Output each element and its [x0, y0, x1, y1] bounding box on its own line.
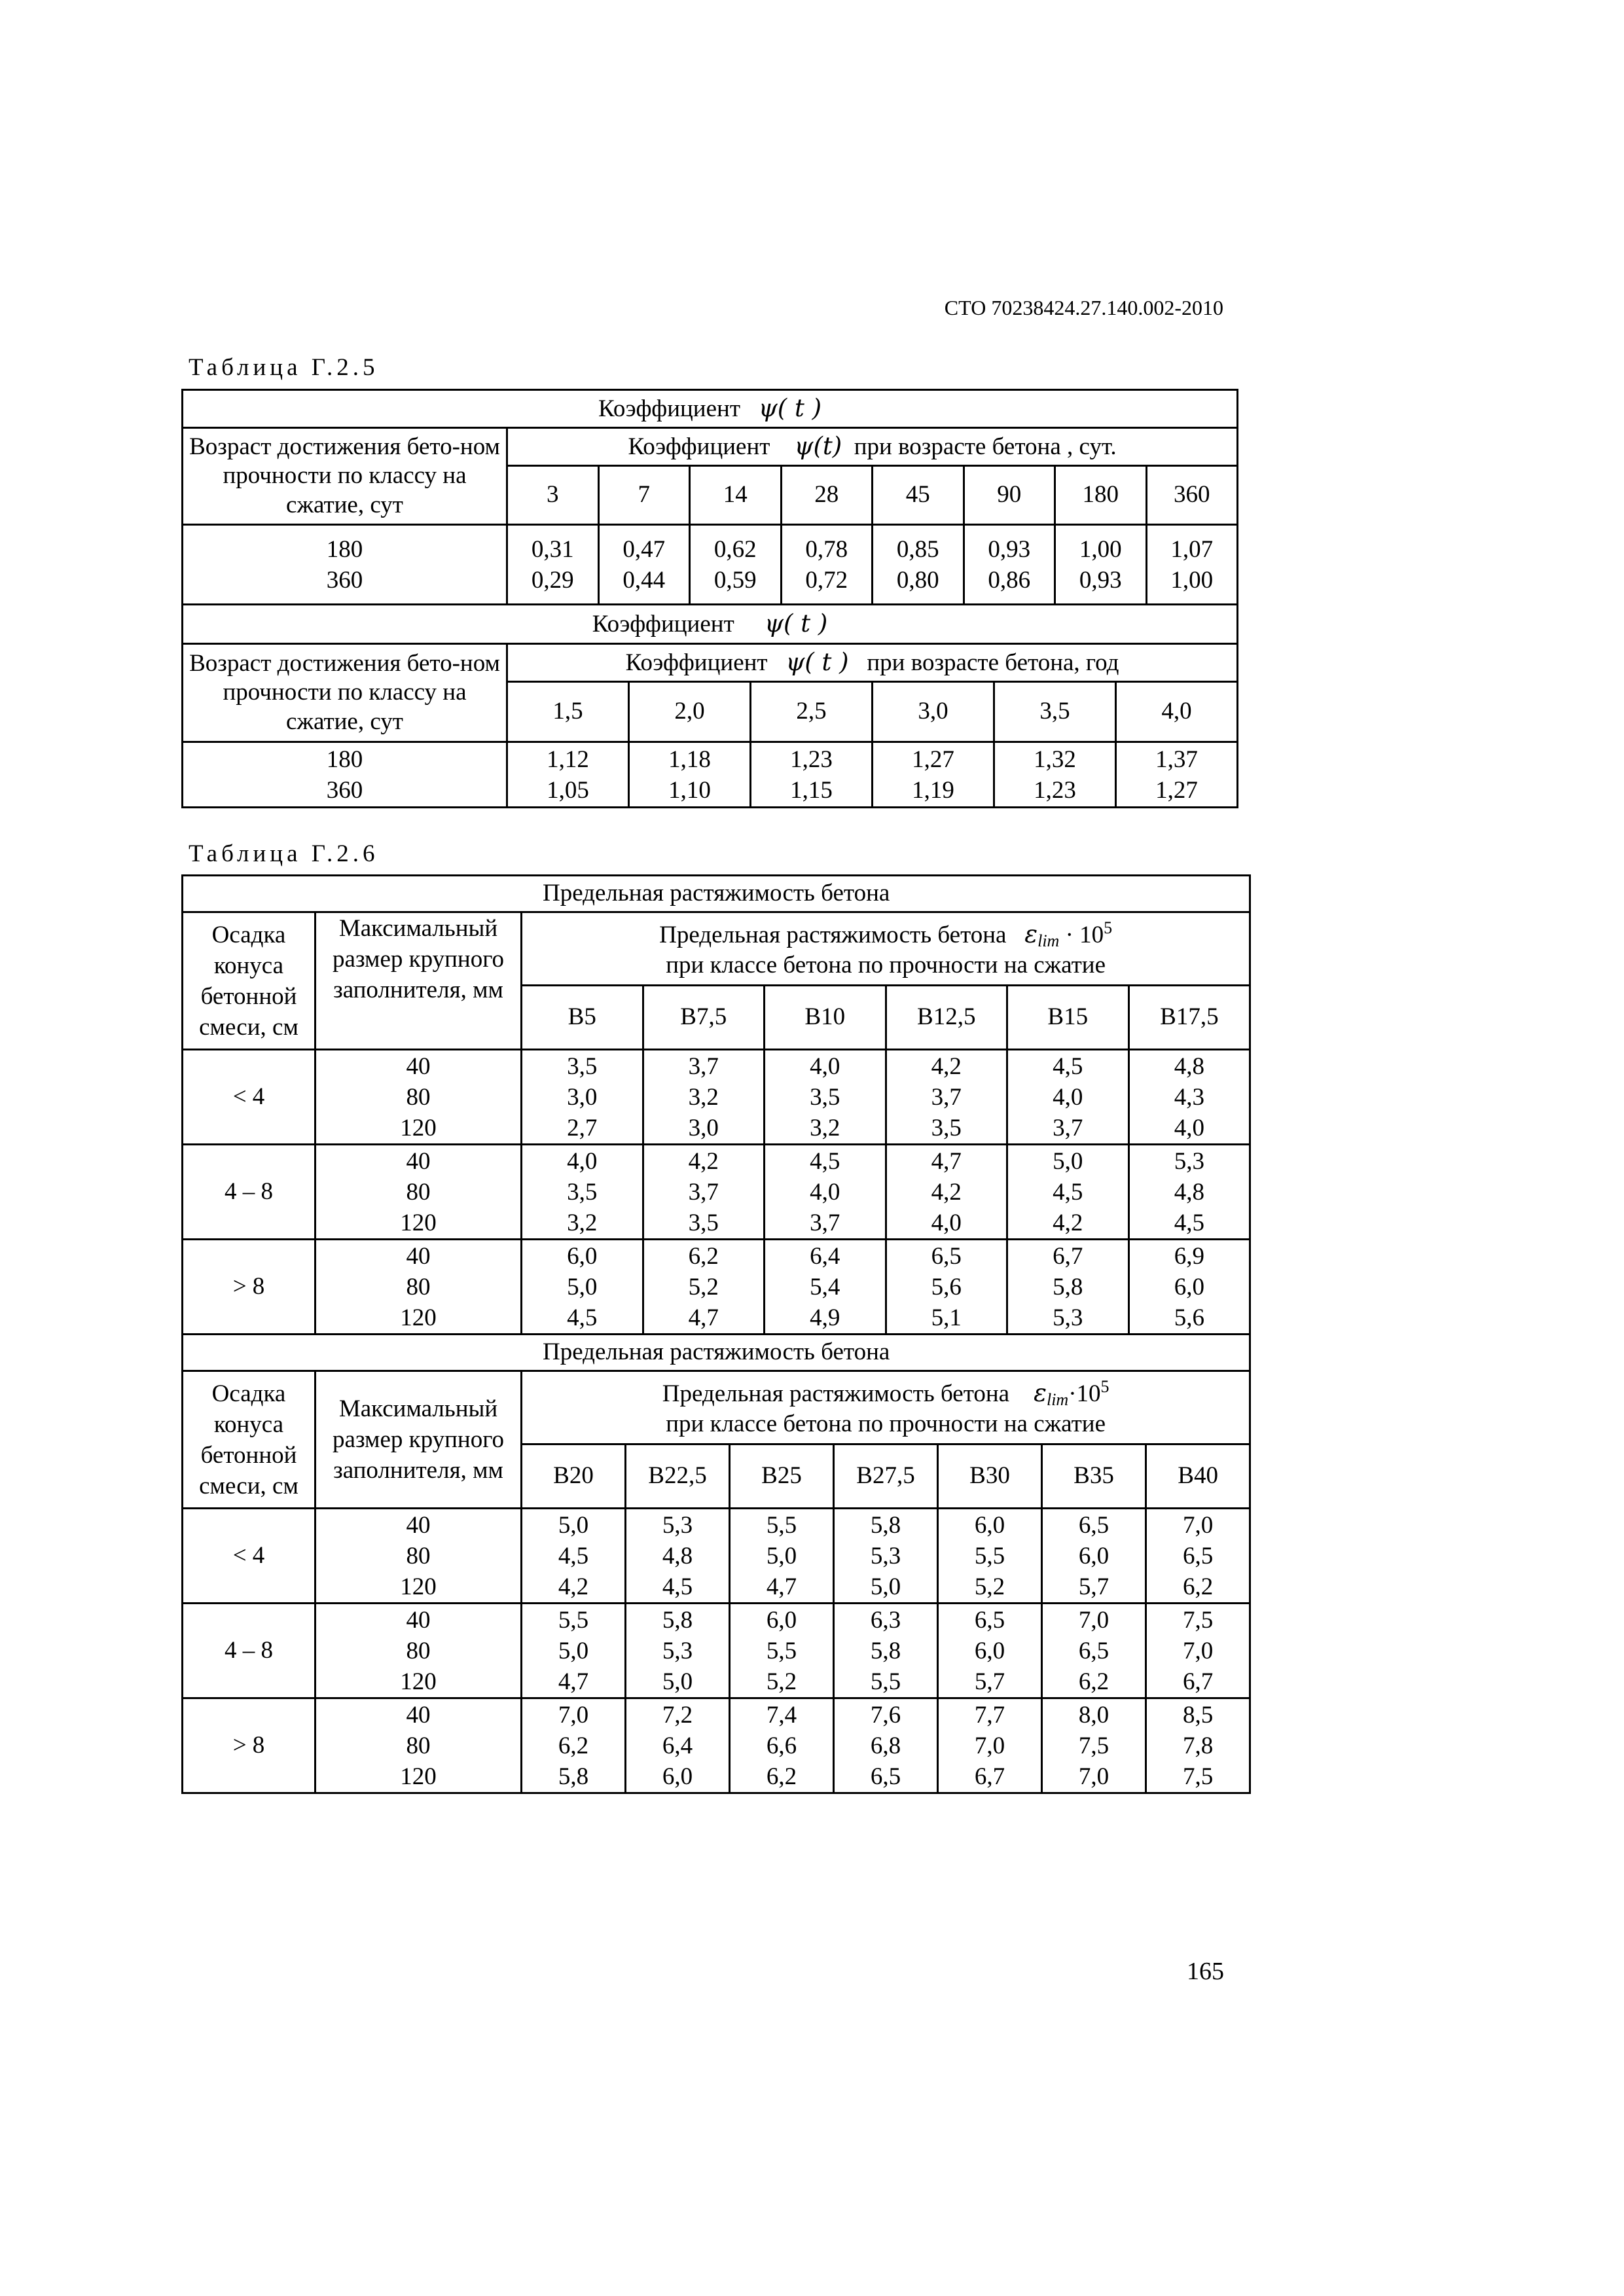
table-g26-value: 5,3: [870, 1542, 901, 1570]
table-g26-value: 5,0: [558, 1511, 589, 1539]
table-g25-value: 0,93: [1079, 566, 1122, 594]
table-g25-value: 1,37: [1155, 745, 1198, 773]
table-g26-value: 7,7: [974, 1701, 1005, 1729]
table-g26-value: 4,9: [810, 1304, 840, 1331]
table-g25-part1-value-cell: [873, 525, 964, 605]
table-g25-part1-row-header: Возраст достижения бето-ном прочности по классу на сжатие, сут: [183, 428, 507, 525]
table-g26-value-cell: [643, 1145, 765, 1240]
table-g25-part1-value-cell: [964, 525, 1055, 605]
table-g25-value: 0,78: [805, 535, 848, 563]
table-g26-part2-class-header: B20: [522, 1444, 626, 1509]
table-g26-value-cell: [1128, 1050, 1250, 1145]
table-g26-value: 7,5: [1078, 1732, 1110, 1759]
table-g26-value: 4,0: [567, 1147, 598, 1175]
table-g26-value-cell: [643, 1050, 765, 1145]
table-g26-value: 6,0: [662, 1763, 693, 1790]
table-g25-value: 1,23: [790, 745, 833, 773]
table-g26-part2-slump-header: Осадка конуса бетонной смеси, см: [183, 1371, 316, 1509]
table-g26-aggregate-value: 120: [400, 1763, 437, 1790]
table-g26-value: 6,7: [1053, 1242, 1083, 1270]
table-g26-part1-class-header: B12,5: [886, 986, 1007, 1050]
table-g25-part1-column-header: 3: [507, 466, 599, 525]
table-g26-value: 6,5: [974, 1606, 1005, 1634]
table-g26-value: 5,8: [870, 1637, 901, 1664]
table-g26-part2-class-header: B40: [1146, 1444, 1250, 1509]
table-g26-value: 4,5: [810, 1147, 840, 1175]
table-g25: [181, 389, 1238, 808]
table-g26-part1-class-header: B17,5: [1128, 986, 1250, 1050]
table-g26-value: 6,4: [662, 1732, 693, 1759]
table-g26-value-cell: [626, 1604, 730, 1698]
table-g26-value: 6,5: [1078, 1637, 1110, 1664]
table-g26-value-cell: [730, 1604, 834, 1698]
table-g25-value: 1,07: [1170, 535, 1214, 563]
table-g26-value: 7,2: [662, 1701, 693, 1729]
table-g26-value: 4,7: [688, 1304, 719, 1331]
table-g26-value: 3,2: [810, 1114, 840, 1141]
table-g26-value: 6,2: [1078, 1668, 1110, 1695]
table-g26-value-cell: [834, 1604, 938, 1698]
table-g26-value-cell: [1042, 1509, 1146, 1604]
table-g25-part2-column-header: 3,0: [873, 682, 994, 742]
table-g26-aggregate-value: 40: [406, 1052, 431, 1080]
table-g26-value: 7,4: [766, 1701, 797, 1729]
table-g25-value: 1,10: [668, 776, 711, 804]
table-g25-value: 0,93: [988, 535, 1031, 563]
table-g26-caption: Таблица Г.2.6: [189, 840, 379, 867]
table-g26-aggregate-value: 120: [400, 1304, 437, 1331]
table-g26-value: 5,7: [974, 1668, 1005, 1695]
table-g26-slump-cell: > 8: [183, 1240, 316, 1335]
table-g26-aggregate-value: 80: [406, 1637, 431, 1664]
table-g25-value: 1,00: [1079, 535, 1122, 563]
table-g25-age-value: 180: [326, 535, 363, 563]
table-g25-caption: Таблица Г.2.5: [189, 354, 379, 381]
table-g26-slump-cell: < 4: [183, 1509, 316, 1604]
table-g26-value: 5,5: [558, 1606, 589, 1634]
table-g26-aggregate-value: 40: [406, 1511, 431, 1539]
table-g26-value: 3,5: [931, 1114, 962, 1141]
table-g26-value: 5,0: [558, 1637, 589, 1664]
table-g26-value: 4,5: [1053, 1052, 1083, 1080]
table-g25-value: 1,00: [1170, 566, 1214, 594]
table-g26-value-cell: [886, 1240, 1007, 1335]
table-g25-value: 1,19: [912, 776, 954, 804]
table-g26-part2-title: Предельная растяжимость бетона: [183, 1335, 1250, 1371]
table-g26-value: 8,5: [1183, 1701, 1214, 1729]
table-g26-value: 6,5: [1183, 1542, 1214, 1570]
table-g25-part1-column-header: 14: [690, 466, 782, 525]
table-g26-value: 6,0: [766, 1606, 797, 1634]
table-g25-value: 1,27: [1155, 776, 1198, 804]
table-g26-value-cell: [938, 1509, 1042, 1604]
table-g26-aggregate-value: 80: [406, 1732, 431, 1759]
table-g26-part2-column-group: Предельная растяжимость бетона $\varepsilon_{lim}\cdot 10^5$ при классе бетона по прочности на сжатие: [522, 1371, 1250, 1444]
table-g26-slump-cell: > 8: [183, 1698, 316, 1793]
table-g26-part2-class-header: B35: [1042, 1444, 1146, 1509]
table-g26-value: 4,2: [1053, 1209, 1083, 1236]
table-g26-value: 3,7: [688, 1178, 719, 1206]
table-g26-value: 4,5: [662, 1573, 693, 1600]
table-g26-value: 6,0: [1174, 1273, 1205, 1300]
table-g26-value: 5,2: [974, 1573, 1005, 1600]
table-g26-aggregate-value: 40: [406, 1147, 431, 1175]
table-g26-value-cell: [522, 1698, 626, 1793]
table-g26-value-cell: [1128, 1145, 1250, 1240]
table-g25-part2-value-cell: [1116, 742, 1238, 808]
table-g26-aggregate-cell: [316, 1240, 522, 1335]
table-g26-aggregate-value: 80: [406, 1083, 431, 1111]
table-g26-value-cell: [886, 1145, 1007, 1240]
table-g26-value-cell: [938, 1604, 1042, 1698]
table-g26-aggregate-value: 80: [406, 1178, 431, 1206]
table-g26-value-cell: [522, 1509, 626, 1604]
table-g26-value: 5,0: [766, 1542, 797, 1570]
table-g25-part2-column-header: 2,5: [751, 682, 873, 742]
table-g26-value: 5,1: [931, 1304, 962, 1331]
page-number: 165: [1187, 1958, 1224, 1985]
table-g26-value: 7,6: [870, 1701, 901, 1729]
table-g26-value: 6,0: [974, 1511, 1005, 1539]
table-g26-value: 5,5: [766, 1637, 797, 1664]
table-g26-value: 5,0: [567, 1273, 598, 1300]
table-g26-value-cell: [1007, 1145, 1129, 1240]
table-g26-aggregate-value: 80: [406, 1273, 431, 1300]
table-g26-value: 6,6: [766, 1732, 797, 1759]
table-g26-value: 4,7: [558, 1668, 589, 1695]
table-g26-part2-class-header: B25: [730, 1444, 834, 1509]
table-g26-value: 5,6: [1174, 1304, 1205, 1331]
table-g26-value-cell: [730, 1509, 834, 1604]
table-g26-value: 4,0: [1174, 1114, 1205, 1141]
table-g25-value: 0,62: [713, 535, 757, 563]
table-g26: [181, 874, 1251, 1794]
table-g26-value: 6,3: [870, 1606, 901, 1634]
table-g26-value: 7,5: [1183, 1763, 1214, 1790]
table-g26-value: 4,5: [1053, 1178, 1083, 1206]
table-g26-value-cell: [1146, 1604, 1250, 1698]
table-g26-value: 6,5: [931, 1242, 962, 1270]
table-g26-value: 7,0: [1183, 1511, 1214, 1539]
table-g26-value: 5,0: [662, 1668, 693, 1695]
table-g26-value: 5,6: [931, 1273, 962, 1300]
table-g26-value-cell: [643, 1240, 765, 1335]
table-g26-value: 5,5: [870, 1668, 901, 1695]
table-g25-part2-column-group: Коэффициент ψ( t ) при возрасте бетона, год: [507, 644, 1238, 682]
table-g26-value-cell: [522, 1240, 643, 1335]
table-g26-value: 6,8: [870, 1732, 901, 1759]
table-g26-value: 7,8: [1183, 1732, 1214, 1759]
table-g25-part1-age-cell: [183, 525, 507, 605]
table-g26-value-cell: [938, 1698, 1042, 1793]
table-g25-value: 1,05: [547, 776, 589, 804]
table-g26-value: 4,8: [1174, 1178, 1205, 1206]
table-g25-part2-row-header: Возраст достижения бето-ном прочности по классу на сжатие, сут: [183, 644, 507, 742]
table-g26-value: 8,0: [1078, 1701, 1110, 1729]
table-g26-part1-row-group: [183, 1240, 1250, 1335]
table-g25-part2-column-header: 3,5: [994, 682, 1116, 742]
table-g26-part2-row-group: [183, 1698, 1250, 1793]
table-g26-value: 5,2: [688, 1273, 719, 1300]
table-g26-value: 7,0: [558, 1701, 589, 1729]
table-g25-value: 0,86: [988, 566, 1031, 594]
table-g26-value-cell: [765, 1050, 886, 1145]
table-g26-value: 4,8: [1174, 1052, 1205, 1080]
table-g26-value: 6,0: [1078, 1542, 1110, 1570]
table-g26-value: 6,2: [688, 1242, 719, 1270]
table-g26-value-cell: [522, 1604, 626, 1698]
table-g26-value: 4,0: [810, 1052, 840, 1080]
table-g26-part1-aggregate-header: Максимальный размер крупного заполнителя, мм: [316, 912, 522, 1050]
table-g26-value: 7,5: [1183, 1606, 1214, 1634]
table-g26-value: 5,3: [1053, 1304, 1083, 1331]
table-g26-value: 5,0: [1053, 1147, 1083, 1175]
table-g26-value-cell: [730, 1698, 834, 1793]
table-g26-aggregate-value: 120: [400, 1114, 437, 1141]
table-g25-part2-column-header: 1,5: [507, 682, 629, 742]
table-g26-part1-class-header: B7,5: [643, 986, 765, 1050]
table-g26-aggregate-value: 80: [406, 1542, 431, 1570]
table-g26-value-cell: [1128, 1240, 1250, 1335]
table-g26-value: 4,2: [558, 1573, 589, 1600]
table-g26-value: 6,0: [567, 1242, 598, 1270]
table-g26-value: 5,5: [974, 1542, 1005, 1570]
table-g25-part1-column-header: 180: [1055, 466, 1147, 525]
table-g26-value-cell: [834, 1698, 938, 1793]
table-g26-part1-column-group: Предельная растяжимость бетона $\varepsilon_{lim} \cdot 10^5$ при классе бетона по прочности на сжатие: [522, 912, 1250, 986]
table-g26-slump-cell: < 4: [183, 1050, 316, 1145]
table-g25-part1-value-cell: [1146, 525, 1238, 605]
table-g25-part1-value-cell: [507, 525, 599, 605]
table-g26-aggregate-cell: [316, 1604, 522, 1698]
table-g26-value: 6,9: [1174, 1242, 1205, 1270]
table-g26-value: 4,7: [766, 1573, 797, 1600]
table-g25-age-value: 360: [326, 776, 363, 804]
table-g26-value: 4,2: [931, 1052, 962, 1080]
table-g26-value: 6,7: [1183, 1668, 1214, 1695]
table-g26-slump-cell: 4 – 8: [183, 1604, 316, 1698]
table-g26-value: 6,0: [974, 1637, 1005, 1664]
table-g26-part1-class-header: B15: [1007, 986, 1129, 1050]
table-g25-part1-value-cell: [690, 525, 782, 605]
table-g26-aggregate-cell: [316, 1145, 522, 1240]
table-g25-value: 0,29: [531, 566, 574, 594]
table-g26-value: 5,7: [1078, 1573, 1110, 1600]
table-g26-value: 3,7: [810, 1209, 840, 1236]
table-g26-value: 6,2: [766, 1763, 797, 1790]
table-g26-aggregate-value: 40: [406, 1242, 431, 1270]
table-g26-value-cell: [626, 1509, 730, 1604]
table-g26-value: 4,5: [567, 1304, 598, 1331]
table-g26-value-cell: [1007, 1240, 1129, 1335]
table-g26-value: 5,2: [766, 1668, 797, 1695]
table-g26-part2-class-header: B27,5: [834, 1444, 938, 1509]
table-g26-value-cell: [1042, 1604, 1146, 1698]
table-g26-part1-slump-header: Осадка конуса бетонной смеси, см: [183, 912, 316, 1050]
table-g26-part2-row-group: [183, 1604, 1250, 1698]
table-g26-value: 3,7: [931, 1083, 962, 1111]
table-g25-part1-column-header: 360: [1146, 466, 1238, 525]
table-g26-value: 5,8: [662, 1606, 693, 1634]
table-g26-value-cell: [886, 1050, 1007, 1145]
table-g26-value: 4,3: [1174, 1083, 1205, 1111]
table-g25-part2-value-cell: [751, 742, 873, 808]
table-g26-value: 5,5: [766, 1511, 797, 1539]
table-g26-value: 6,4: [810, 1242, 840, 1270]
table-g25-value: 0,44: [623, 566, 666, 594]
table-g25-value: 1,27: [912, 745, 954, 773]
table-g26-aggregate-cell: [316, 1509, 522, 1604]
table-g25-part1-column-group: Коэффициент ψ(t) при возрасте бетона , сут.: [507, 428, 1238, 466]
table-g25-part1-value-cell: [1055, 525, 1147, 605]
table-g25-value: 1,23: [1034, 776, 1076, 804]
table-g26-part2-row-group: [183, 1509, 1250, 1604]
table-g26-value-cell: [1007, 1050, 1129, 1145]
table-g26-part2-aggregate-header: Максимальный размер крупного заполнителя, мм: [316, 1371, 522, 1509]
table-g26-value: 6,5: [870, 1763, 901, 1790]
table-g25-part2-value-cell: [629, 742, 751, 808]
table-g26-value-cell: [522, 1050, 643, 1145]
table-g26-part1-class-header: B5: [522, 986, 643, 1050]
table-g26-value-cell: [1146, 1509, 1250, 1604]
table-g26-value-cell: [626, 1698, 730, 1793]
table-g26-value: 4,0: [1053, 1083, 1083, 1111]
table-g26-part2-class-header: B22,5: [626, 1444, 730, 1509]
table-g26-value: 7,0: [974, 1732, 1005, 1759]
table-g26-value-cell: [765, 1240, 886, 1335]
table-g25-part1-column-header: 28: [781, 466, 873, 525]
table-g26-value: 4,0: [810, 1178, 840, 1206]
table-g26-value: 5,4: [810, 1273, 840, 1300]
table-g25-part1-title: Коэффициент ψ( t ): [183, 390, 1238, 428]
table-g26-part1-row-group: [183, 1050, 1250, 1145]
table-g25-value: 0,59: [713, 566, 757, 594]
table-g26-aggregate-cell: [316, 1698, 522, 1793]
table-g26-value: 4,7: [931, 1147, 962, 1175]
table-g26-part2-class-header: B30: [938, 1444, 1042, 1509]
table-g26-part1-class-header: B10: [765, 986, 886, 1050]
table-g26-value: 5,3: [662, 1637, 693, 1664]
table-g26-value-cell: [765, 1145, 886, 1240]
table-g26-value: 3,5: [688, 1209, 719, 1236]
table-g25-part2-column-header: 4,0: [1116, 682, 1238, 742]
table-g26-value: 3,2: [688, 1083, 719, 1111]
table-g26-value: 5,8: [870, 1511, 901, 1539]
table-g26-value-cell: [522, 1145, 643, 1240]
table-g26-value: 3,5: [810, 1083, 840, 1111]
table-g26-value: 3,0: [567, 1083, 598, 1111]
table-g26-value: 7,0: [1183, 1637, 1214, 1664]
table-g25-part2-age-cell: [183, 742, 507, 808]
table-g25-part1-column-header: 7: [598, 466, 690, 525]
table-g26-value: 4,5: [558, 1542, 589, 1570]
table-g26-value: 5,0: [870, 1573, 901, 1600]
table-g26-value: 5,3: [1174, 1147, 1205, 1175]
table-g26-value-cell: [1042, 1698, 1146, 1793]
table-g25-value: 1,12: [547, 745, 589, 773]
table-g26-value: 5,8: [1053, 1273, 1083, 1300]
table-g26-value-cell: [1146, 1698, 1250, 1793]
table-g25-value: 1,18: [668, 745, 711, 773]
table-g26-value: 4,2: [688, 1147, 719, 1175]
table-g25-part2-value-cell: [873, 742, 994, 808]
table-g25-value: 0,31: [531, 535, 574, 563]
table-g26-value-cell: [834, 1509, 938, 1604]
table-g25-age-value: 360: [326, 566, 363, 594]
table-g26-value: 2,7: [567, 1114, 598, 1141]
table-g26-aggregate-value: 40: [406, 1701, 431, 1729]
table-g26-value: 6,5: [1078, 1511, 1110, 1539]
table-g26-value: 3,7: [1053, 1114, 1083, 1141]
table-g25-part1-value-cell: [598, 525, 690, 605]
table-g26-aggregate-value: 120: [400, 1573, 437, 1600]
table-g25-age-value: 180: [326, 745, 363, 773]
table-g26-value: 6,2: [1183, 1573, 1214, 1600]
table-g26-value: 3,5: [567, 1178, 598, 1206]
table-g25-value: 1,15: [790, 776, 833, 804]
table-g26-value: 3,7: [688, 1052, 719, 1080]
table-g25-value: 0,80: [896, 566, 939, 594]
table-g26-value: 4,0: [931, 1209, 962, 1236]
table-g25-part2-value-cell: [994, 742, 1116, 808]
table-g25-value: 0,72: [805, 566, 848, 594]
table-g26-part1-row-group: [183, 1145, 1250, 1240]
table-g26-value: 7,0: [1078, 1606, 1110, 1634]
table-g26-value: 4,8: [662, 1542, 693, 1570]
table-g26-part1-title: Предельная растяжимость бетона: [183, 876, 1250, 912]
table-g26-value: 5,3: [662, 1511, 693, 1539]
table-g25-part2-column-header: 2,0: [629, 682, 751, 742]
table-g26-aggregate-cell: [316, 1050, 522, 1145]
table-g26-aggregate-value: 40: [406, 1606, 431, 1634]
document-standard-code: СТО 70238424.27.140.002-2010: [944, 296, 1223, 319]
table-g26-value: 3,0: [688, 1114, 719, 1141]
table-g26-value: 6,7: [974, 1763, 1005, 1790]
table-g26-slump-cell: 4 – 8: [183, 1145, 316, 1240]
table-g26-value: 7,0: [1078, 1763, 1110, 1790]
table-g26-aggregate-value: 120: [400, 1668, 437, 1695]
table-g25-value: 1,32: [1034, 745, 1076, 773]
table-g25-value: 0,85: [896, 535, 939, 563]
table-g25-part1-value-cell: [781, 525, 873, 605]
table-g26-value: 4,5: [1174, 1209, 1205, 1236]
table-g26-value: 3,2: [567, 1209, 598, 1236]
table-g26-value: 4,2: [931, 1178, 962, 1206]
table-g25-part1-column-header: 90: [964, 466, 1055, 525]
table-g25-value: 0,47: [623, 535, 666, 563]
table-g25-part2-title: Коэффициент ψ( t ): [183, 605, 1238, 644]
table-g25-part1-column-header: 45: [873, 466, 964, 525]
table-g26-value: 3,5: [567, 1052, 598, 1080]
table-g25-part2-value-cell: [507, 742, 629, 808]
table-g26-value: 6,2: [558, 1732, 589, 1759]
table-g26-value: 5,8: [558, 1763, 589, 1790]
table-g26-aggregate-value: 120: [400, 1209, 437, 1236]
